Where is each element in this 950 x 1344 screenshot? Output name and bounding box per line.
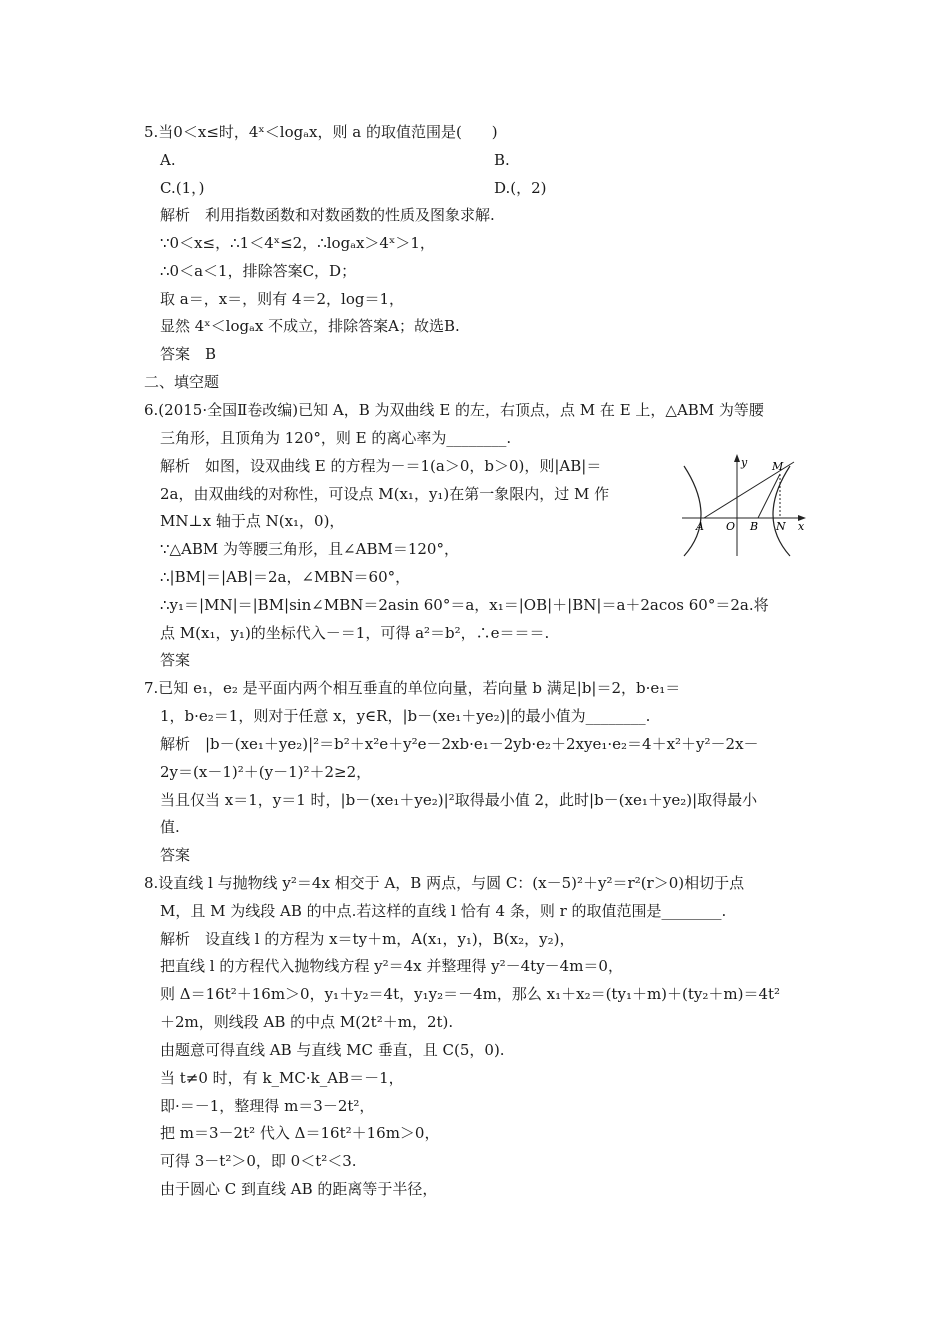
y-axis-arrow-icon — [734, 454, 740, 462]
q7-solution-line: 2y＝(x－1)²＋(y－1)²＋2≥2， — [160, 763, 372, 781]
q5-solution-line: 解析 利用指数函数和对数函数的性质及图象求解. — [160, 206, 495, 224]
q8-solution-line: 把 m＝3－2t² 代入 Δ＝16t²＋16m＞0， — [160, 1124, 440, 1142]
q6-answer: 答案 — [160, 651, 191, 669]
q5-solution-line: 取 a＝，x＝，则有 4＝2，log＝1， — [160, 290, 405, 308]
q7-solution-line: 当且仅当 x＝1，y＝1 时，|b－(xe₁＋ye₂)|²取得最小值 2，此时|b－(xe₁＋ye₂)|取得最小 — [160, 791, 758, 809]
q7-stem: 1，b·e₂＝1，则对于任意 x，y∈R，|b－(xe₁＋ye₂)|的最小值为________. — [160, 707, 651, 725]
q6-stem: 6.(2015·全国Ⅱ卷改编)已知 A，B 为双曲线 E 的左，右顶点，点 M 在 E 上，△ABM 为等腰 — [144, 401, 764, 419]
hyperbola-right-branch — [773, 466, 790, 556]
label-b: B — [750, 520, 759, 533]
q6-solution-line: ∴|BM|＝|AB|＝2a，∠MBN＝60°， — [160, 568, 411, 586]
q5-answer: 答案 B — [160, 345, 217, 363]
q6-solution-line: MN⊥x 轴于点 N(x₁，0)， — [160, 512, 345, 530]
hyperbola-figure — [682, 452, 808, 558]
q5-stem: 5.当0＜x≤时，4ˣ＜logₐx，则 a 的取值范围是( ) — [144, 123, 498, 141]
q7-answer: 答案 — [160, 846, 191, 864]
q6-solution-line: ∵△ABM 为等腰三角形，且∠ABM＝120°， — [160, 540, 459, 558]
label-o: O — [726, 520, 736, 533]
q7-stem: 7.已知 e₁，e₂ 是平面内两个相互垂直的单位向量，若向量 b 满足|b|＝2，b·e₁＝ — [144, 679, 681, 697]
q5-option-b: B. — [494, 151, 510, 169]
label-a: A — [696, 520, 704, 533]
label-y: y — [741, 456, 748, 469]
section-heading: 二、填空题 — [144, 373, 220, 391]
q6-solution-line: ∴y₁＝|MN|＝|BM|sin∠MBN＝2asin 60°＝a，x₁＝|OB|＋|BN|＝a＋2acos 60°＝2a.将 — [160, 596, 769, 614]
q6-solution-line: 2a，由双曲线的对称性，可设点 M(x₁，y₁)在第一象限内，过 M 作 — [160, 485, 610, 503]
q5-option-a: A. — [160, 151, 176, 169]
q5-option-c: C.(1，) — [160, 179, 205, 197]
q8-solution-line: 可得 3－t²＞0，即 0＜t²＜3. — [160, 1152, 357, 1170]
q8-solution-line: ＋2m，则线段 AB 的中点 M(2t²＋m，2t). — [160, 1013, 454, 1031]
q8-stem: M，且 M 为线段 AB 的中点.若这样的直线 l 恰有 4 条，则 r 的取值范围是________. — [160, 902, 727, 920]
q5-solution-line: 显然 4ˣ＜logₐx 不成立，排除答案A；故选B. — [160, 317, 460, 335]
q6-solution-line: 解析 如图，设双曲线 E 的方程为－＝1(a＞0，b＞0)，则|AB|＝ — [160, 457, 602, 475]
q8-solution-line: 当 t≠0 时，有 k_MC·k_AB＝－1， — [160, 1069, 404, 1087]
label-n: N — [776, 520, 786, 533]
hyperbola-diagram — [682, 452, 808, 558]
q8-stem: 8.设直线 l 与抛物线 y²＝4x 相交于 A，B 两点，与圆 C：(x－5)²＋y²＝r²(r＞0)相切于点 — [144, 874, 745, 892]
q7-solution-line: 解析 |b－(xe₁＋ye₂)|²＝b²＋x²e＋y²e－2xb·e₁－2yb·e₂＋2xye₁·e₂＝4＋x²＋y²－2x－ — [160, 735, 759, 753]
q6-solution-line: 点 M(x₁，y₁)的坐标代入－＝1，可得 a²＝b²，∴e＝＝＝. — [160, 624, 550, 642]
q7-solution-line: 值. — [160, 818, 180, 836]
line-bm — [758, 474, 780, 518]
q8-solution-line: 把直线 l 的方程代入抛物线方程 y²＝4x 并整理得 y²－4ty－4m＝0， — [160, 957, 623, 975]
q5-option-d: D.(，2) — [494, 179, 547, 197]
q5-solution-line: ∴0＜a＜1，排除答案C，D； — [160, 262, 357, 280]
hyperbola-left-branch — [684, 466, 701, 556]
q8-solution-line: 由于圆心 C 到直线 AB 的距离等于半径， — [160, 1180, 438, 1198]
label-m: M — [772, 460, 784, 473]
q8-solution-line: 解析 设直线 l 的方程为 x＝ty＋m，A(x₁，y₁)，B(x₂，y₂)， — [160, 930, 575, 948]
q5-solution-line: ∵0＜x≤，∴1＜4ˣ≤2，∴logₐx＞4ˣ＞1， — [160, 234, 435, 252]
q8-solution-line: 则 Δ＝16t²＋16m＞0，y₁＋y₂＝4t，y₁y₂＝－4m，那么 x₁＋x₂＝(ty₁＋m)＋(ty₂＋m)＝4t² — [160, 985, 781, 1003]
q6-stem: 三角形，且顶角为 120°，则 E 的离心率为________. — [160, 429, 512, 447]
q8-solution-line: 由题意可得直线 AB 与直线 MC 垂直，且 C(5，0). — [160, 1041, 505, 1059]
q8-solution-line: 即·＝－1，整理得 m＝3－2t²， — [160, 1097, 375, 1115]
label-x: x — [798, 520, 805, 533]
